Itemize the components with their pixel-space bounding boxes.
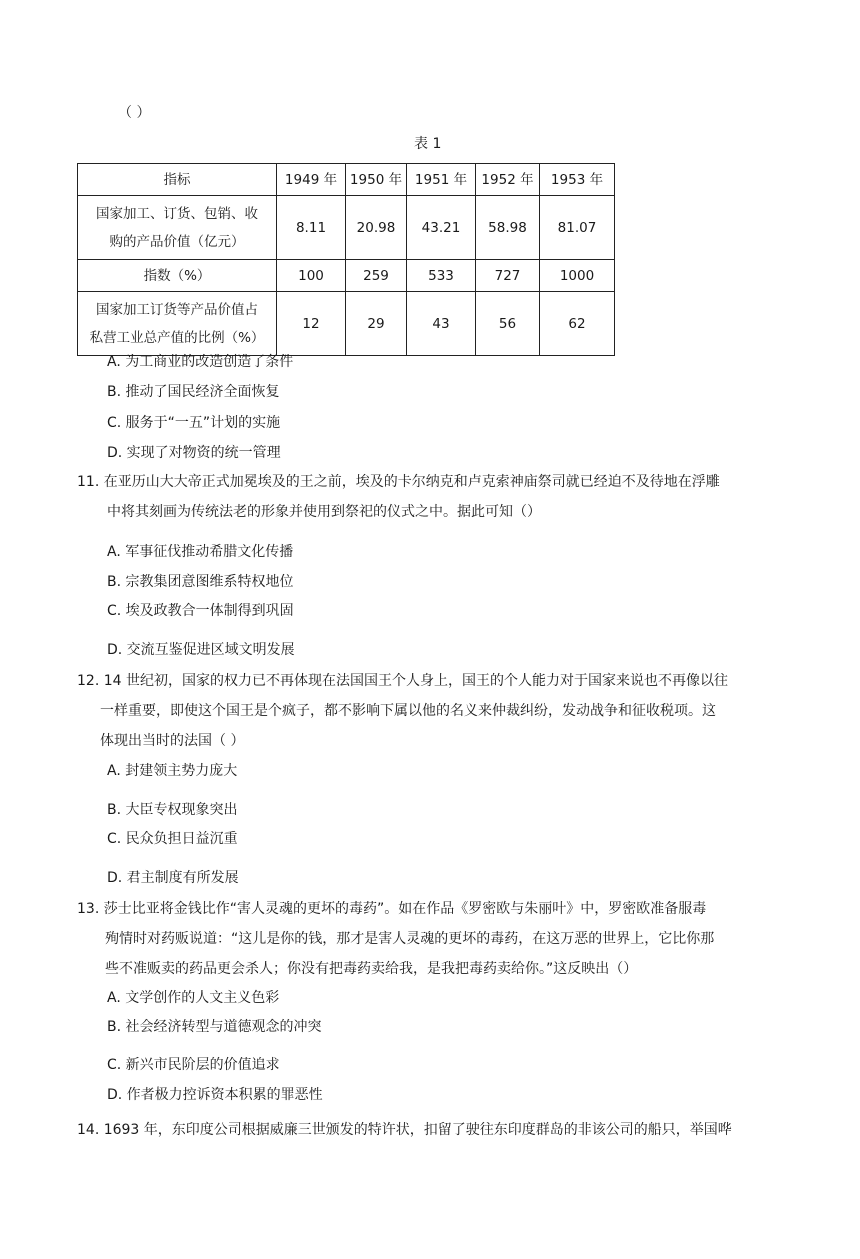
table-row xyxy=(78,196,615,260)
table-cell: 12 xyxy=(277,292,346,356)
table-cell: 727 xyxy=(476,260,540,292)
question-13-stem: 殉情时对药贩说道：“这儿是你的钱，那才是害人灵魂的更坏的毒药，在这万恶的世界上，它比你那 xyxy=(105,931,715,947)
table-header-cell: 1953 年 xyxy=(540,164,615,196)
table-header-cell: 1950 年 xyxy=(346,164,407,196)
option-a: A. 军事征伐推动希腊文化传播 xyxy=(107,544,294,560)
table-cell: 43 xyxy=(407,292,476,356)
row-label-line: 私营工业总产值的比例（%） xyxy=(89,329,265,346)
question-11-stem: 11. 在亚历山大大帝正式加冕埃及的王之前，埃及的卡尔纳克和卢克索神庙祭司就已经迫不及待地在浮雕 xyxy=(77,474,720,490)
table-cell: 81.07 xyxy=(540,196,615,260)
table-cell: 29 xyxy=(346,292,407,356)
option-b: B. 宗教集团意图维系特权地位 xyxy=(107,574,294,590)
option-d: D. 君主制度有所发展 xyxy=(107,870,239,886)
table-row-label xyxy=(78,196,277,260)
table-row-label xyxy=(78,292,277,356)
option-b: B. 社会经济转型与道德观念的冲突 xyxy=(107,1019,322,1035)
option-a: A. 封建领主势力庞大 xyxy=(107,763,238,779)
option-c: C. 服务于“一五”计划的实施 xyxy=(107,415,281,431)
option-a: A. 为工商业的改造创造了条件 xyxy=(107,354,294,370)
table-cell: 8.11 xyxy=(277,196,346,260)
table-cell: 259 xyxy=(346,260,407,292)
data-table xyxy=(77,163,615,356)
question-12-stem: 一样重要，即使这个国王是个疯子，都不影响下属以他的名义来仲裁纠纷，发动战争和征收税项。这 xyxy=(100,703,716,719)
table-header-cell: 1952 年 xyxy=(476,164,540,196)
option-d: D. 交流互鉴促进区域文明发展 xyxy=(107,642,295,658)
option-a: A. 文学创作的人文主义色彩 xyxy=(107,990,280,1006)
option-b: B. 推动了国民经济全面恢复 xyxy=(107,384,280,400)
table-cell: 1000 xyxy=(540,260,615,292)
question-13-stem: 13. 莎士比亚将金钱比作“害人灵魂的更坏的毒药”。如在作品《罗密欧与朱丽叶》中，罗密欧准备服毒 xyxy=(77,901,707,917)
table-row-label: 指数（%） xyxy=(78,260,277,292)
option-b: B. 大臣专权现象突出 xyxy=(107,802,238,818)
table-row xyxy=(78,260,615,292)
table-cell: 43.21 xyxy=(407,196,476,260)
question-13-stem: 些不准贩卖的药品更会杀人；你没有把毒药卖给我，是我把毒药卖给你。”这反映出（） xyxy=(105,961,638,977)
option-c: C. 民众负担日益沉重 xyxy=(107,831,238,847)
table-row xyxy=(78,292,615,356)
option-d: D. 实现了对物资的统一管理 xyxy=(107,445,281,461)
question-12-stem: 体现出当时的法国（ ） xyxy=(100,733,245,749)
table-header-cell: 1951 年 xyxy=(407,164,476,196)
table-caption: 表 1 xyxy=(414,136,442,152)
table-header-cell: 指标 xyxy=(78,164,277,196)
option-d: D. 作者极力控诉资本积累的罪恶性 xyxy=(107,1087,323,1103)
table-cell: 62 xyxy=(540,292,615,356)
row-label-line: 国家加工订货等产品价值占 xyxy=(96,301,258,318)
question-11-stem: 中将其刻画为传统法老的形象并使用到祭祀的仪式之中。据此可知（） xyxy=(107,504,541,520)
option-c: C. 新兴市民阶层的价值追求 xyxy=(107,1057,280,1073)
row-label-line: 购的产品价值（亿元） xyxy=(109,233,245,250)
table-cell: 533 xyxy=(407,260,476,292)
table-cell: 58.98 xyxy=(476,196,540,260)
table-cell: 100 xyxy=(277,260,346,292)
question-14-stem: 14. 1693 年，东印度公司根据威廉三世颁发的特许状，扣留了驶往东印度群岛的非该公司的船只，举国哗 xyxy=(77,1122,732,1138)
table-cell: 56 xyxy=(476,292,540,356)
table-header-row xyxy=(78,164,615,196)
row-label-line: 国家加工、订货、包销、收 xyxy=(96,205,258,222)
table-cell: 20.98 xyxy=(346,196,407,260)
answer-bracket: （ ） xyxy=(118,105,151,121)
option-c: C. 埃及政教合一体制得到巩固 xyxy=(107,603,294,619)
question-12-stem: 12. 14 世纪初，国家的权力已不再体现在法国国王个人身上，国王的个人能力对于国家来说也不再像以往 xyxy=(77,673,728,689)
table-header-cell: 1949 年 xyxy=(277,164,346,196)
